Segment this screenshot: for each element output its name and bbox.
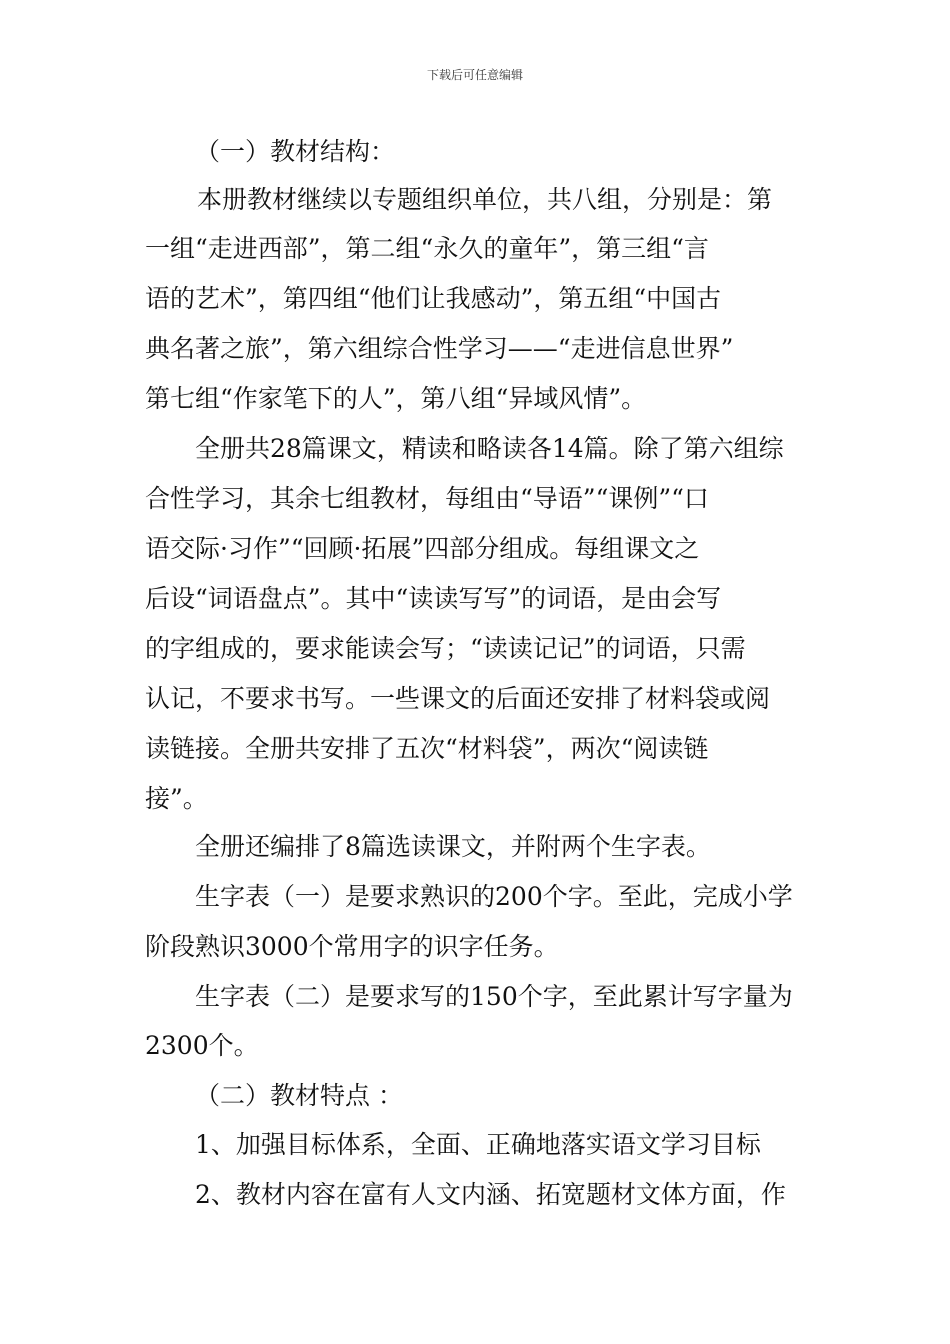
paragraph-line: 阶段熟识3000个常用字的识字任务。	[145, 932, 559, 961]
paragraph-line: 的字组成的，要求能读会写；“读读记记”的词语，只需	[145, 634, 746, 663]
paragraph-line: 接”。	[145, 784, 208, 813]
paragraph-line: 认记，不要求书写。一些课文的后面还安排了材料袋或阅	[145, 684, 771, 713]
paragraph-line: 一组“走进西部”，第二组“永久的童年”，第三组“言	[145, 234, 709, 263]
section-heading-structure: （一）教材结构：	[195, 137, 396, 166]
paragraph-line: 1、加强目标体系，全面、正确地落实语文学习目标	[195, 1130, 761, 1159]
paragraph-line: 2300个。	[145, 1031, 259, 1060]
paragraph-line: 合性学习，其余七组教材，每组由“导语”“课例”“口	[145, 484, 709, 513]
paragraph-line: 典名著之旅”，第六组综合性学习——“走进信息世界”	[145, 334, 734, 363]
paragraph-line: 语的艺术”，第四组“他们让我感动”，第五组“中国古	[145, 284, 722, 313]
paragraph-line: 生字表（一）是要求熟识的200个字。至此，完成小学	[195, 882, 793, 911]
paragraph-line: 语交际·习作”“回顾·拓展”四部分组成。每组课文之	[145, 534, 700, 563]
paragraph-line: 生字表（二）是要求写的150个字，至此累计写字量为	[195, 982, 793, 1011]
paragraph-line: 全册共28篇课文，精读和略读各14篇。除了第六组综	[195, 434, 784, 463]
section-heading-features: （二）教材特点 ：	[195, 1081, 403, 1110]
paragraph-line: 读链接。全册共安排了五次“材料袋”，两次“阅读链	[145, 734, 709, 763]
paragraph-line: 2、教材内容在富有人文内涵、拓宽题材文体方面，作	[195, 1180, 786, 1209]
paragraph-line: 本册教材继续以专题组织单位，共八组，分别是：第	[197, 185, 773, 214]
page-header-note: 下载后可任意编辑	[426, 68, 523, 82]
paragraph-line: 全册还编排了8篇选读课文，并附两个生字表。	[195, 832, 711, 861]
paragraph-line: 后设“词语盘点”。其中“读读写写”的词语，是由会写	[145, 584, 722, 613]
paragraph-line: 第七组“作家笔下的人”，第八组“异域风情”。	[145, 384, 647, 413]
